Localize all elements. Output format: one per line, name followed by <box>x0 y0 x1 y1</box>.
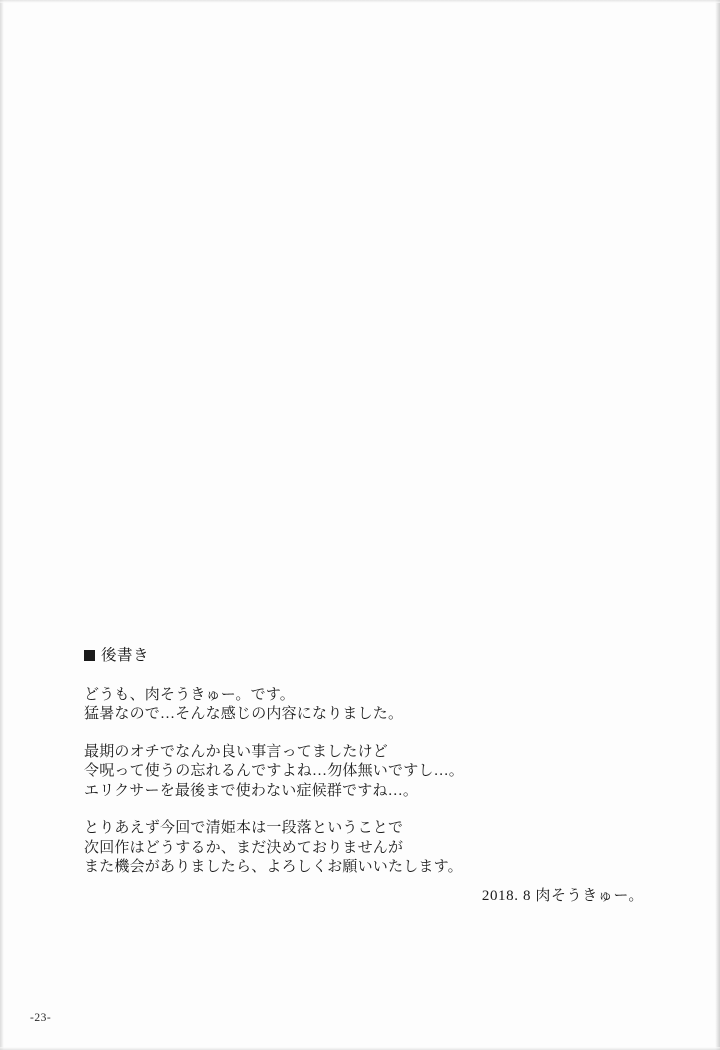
afterword-heading <box>84 648 644 664</box>
afterword-paragraph <box>84 819 644 878</box>
afterword-signature: 2018. 8 肉そうきゅー。 <box>481 888 644 904</box>
afterword-line: 次回作はどうするか、まだ決めておりませんが <box>84 839 404 856</box>
filled-square-bullet-icon <box>84 650 95 661</box>
page-edge-left <box>0 0 4 1050</box>
afterword-line: 令呪って使うの忘れるんですよね…勿体無いですし…。 <box>84 763 465 779</box>
afterword-line: エリクサーを最後まで使わない症候群ですね…。 <box>84 782 419 799</box>
page-number: -23- <box>30 1012 52 1024</box>
afterword-paragraph <box>84 743 644 802</box>
afterword-line: 最期のオチでなんか良い事言ってましたけど <box>84 743 389 760</box>
afterword-line: 猛暑なので…そんな感じの内容になりました。 <box>84 706 404 722</box>
afterword-heading-label: 後書き <box>101 647 150 664</box>
page-edge-top <box>0 0 720 3</box>
afterword-paragraph <box>84 686 644 725</box>
afterword-section <box>84 648 644 878</box>
afterword-line: また機会がありましたら、よろしくお願いいたします。 <box>84 859 463 875</box>
afterword-line: どうも、肉そうきゅー。です。 <box>84 686 296 703</box>
afterword-line: とりあえず今回で清姫本は一段落ということで <box>84 820 404 836</box>
